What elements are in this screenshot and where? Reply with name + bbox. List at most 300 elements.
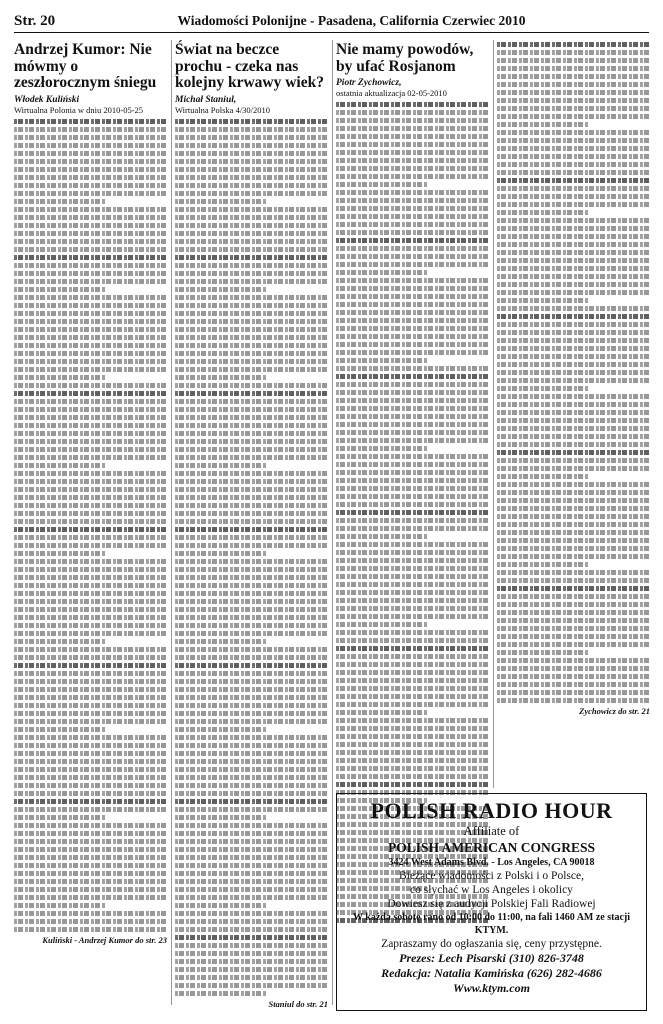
- text-line: [175, 119, 328, 124]
- text-line: [336, 350, 489, 355]
- text-line: [175, 495, 328, 500]
- text-line: [14, 375, 106, 380]
- text-line: [336, 574, 489, 579]
- text-line: [336, 422, 489, 427]
- text-line: [497, 578, 650, 583]
- radio-title: POLISH RADIO HOUR: [370, 798, 613, 823]
- text-line: [14, 383, 167, 388]
- text-line: [336, 206, 489, 211]
- article-byline: Włodek Kuliński: [14, 94, 80, 105]
- text-line: [175, 631, 328, 636]
- text-line: [336, 398, 489, 403]
- text-line: [14, 767, 167, 772]
- text-line: [175, 447, 328, 452]
- text-line: [336, 262, 489, 267]
- text-line: [497, 402, 650, 407]
- text-line: [175, 415, 328, 420]
- text-line: [175, 551, 267, 556]
- text-line: [336, 750, 489, 755]
- text-line: [336, 478, 489, 483]
- text-line: [497, 282, 650, 287]
- radio-affiliate: Affiliate of: [463, 824, 520, 838]
- text-line: [175, 183, 328, 188]
- text-line: [497, 266, 650, 271]
- text-line: [14, 191, 167, 196]
- text-line: [175, 767, 328, 772]
- text-line: [175, 759, 328, 764]
- text-line: [336, 726, 489, 731]
- text-line: [497, 466, 650, 471]
- text-line: [14, 775, 167, 780]
- text-line: [14, 695, 167, 700]
- text-line: [14, 487, 167, 492]
- text-line: [497, 50, 650, 55]
- text-line: [175, 567, 328, 572]
- text-line: [14, 143, 167, 148]
- text-line: [14, 831, 167, 836]
- text-line: [175, 239, 328, 244]
- article-byline: Michał Staniul,: [175, 94, 237, 105]
- text-line: [336, 302, 489, 307]
- text-line: [336, 510, 489, 515]
- text-line: [14, 551, 106, 556]
- article-continuation: Zychowicz do str. 21: [579, 706, 650, 716]
- text-line: [175, 367, 328, 372]
- text-line: [336, 286, 489, 291]
- text-line: [175, 431, 328, 436]
- text-line: [175, 687, 328, 692]
- text-line: [175, 655, 328, 660]
- text-line: [336, 702, 489, 707]
- text-line: [497, 698, 650, 703]
- text-line: [175, 775, 328, 780]
- text-line: [336, 462, 489, 467]
- text-line: [336, 270, 428, 275]
- text-line: [175, 159, 328, 164]
- text-line: [14, 119, 167, 124]
- text-line: [336, 678, 489, 683]
- text-line: [497, 394, 650, 399]
- text-line: [14, 359, 167, 364]
- text-line: [14, 279, 167, 284]
- text-line: [14, 751, 167, 756]
- text-line: [497, 290, 650, 295]
- text-line: [175, 319, 328, 324]
- text-line: [175, 959, 328, 964]
- text-line: [497, 586, 650, 591]
- text-line: [336, 222, 489, 227]
- text-line: [175, 247, 328, 252]
- text-line: [14, 895, 167, 900]
- text-line: [336, 542, 489, 547]
- text-line: [497, 234, 650, 239]
- text-line: [497, 330, 650, 335]
- text-line: [497, 482, 650, 487]
- text-line: [497, 90, 650, 95]
- radio-website: Www.ktym.com: [453, 981, 530, 995]
- text-line: [336, 110, 489, 115]
- text-line: [336, 470, 489, 475]
- text-line: [497, 186, 650, 191]
- text-line: [14, 303, 167, 308]
- text-line: [497, 306, 650, 311]
- text-line: [336, 534, 428, 539]
- text-line: [14, 239, 167, 244]
- text-line: [336, 198, 489, 203]
- text-line: [497, 498, 650, 503]
- text-line: [14, 399, 167, 404]
- text-line: [175, 887, 328, 892]
- article-source: Wirtualna Polska 4/30/2010: [175, 104, 271, 115]
- text-line: [336, 158, 489, 163]
- text-line: [497, 114, 650, 119]
- text-line: [336, 182, 428, 187]
- polish-radio-hour-ad: [336, 793, 647, 1011]
- text-line: [175, 167, 328, 172]
- text-line: [14, 127, 167, 132]
- text-line: [175, 287, 267, 292]
- text-line: [175, 615, 328, 620]
- text-line: [497, 538, 650, 543]
- column-divider: [332, 40, 333, 1005]
- text-line: [14, 855, 167, 860]
- text-line: [336, 102, 489, 107]
- text-line: [175, 919, 328, 924]
- text-line: [14, 223, 167, 228]
- text-line: [14, 167, 167, 172]
- text-line: [14, 631, 167, 636]
- text-line: [175, 327, 328, 332]
- article-staniul: [175, 42, 328, 1009]
- text-line: [175, 815, 267, 820]
- text-line: [497, 258, 650, 263]
- text-line: [336, 670, 489, 675]
- text-line: [14, 903, 106, 908]
- text-line: [175, 623, 328, 628]
- text-line: [336, 662, 489, 667]
- text-line: [14, 407, 167, 412]
- text-line: [336, 598, 489, 603]
- text-line: [14, 839, 167, 844]
- text-line: [497, 474, 589, 479]
- text-line: [175, 527, 328, 532]
- text-line: [175, 375, 267, 380]
- text-line: [14, 343, 167, 348]
- text-line: [336, 526, 489, 531]
- text-line: [14, 583, 167, 588]
- text-line: [336, 742, 489, 747]
- text-line: [175, 295, 328, 300]
- text-line: [14, 871, 167, 876]
- text-line: [175, 847, 328, 852]
- text-line: [175, 439, 328, 444]
- text-line: [336, 430, 489, 435]
- article-continuation: Kuliński - Andrzej Kumor do str. 23: [42, 934, 167, 945]
- text-line: [14, 247, 167, 252]
- text-line: [14, 215, 167, 220]
- text-line: [336, 342, 489, 347]
- text-line: [14, 199, 106, 204]
- text-line: [175, 983, 328, 988]
- text-line: [14, 591, 167, 596]
- text-line: [175, 783, 328, 788]
- text-line: [497, 58, 650, 63]
- text-line: [497, 178, 650, 183]
- text-line: [14, 503, 167, 508]
- text-line: [336, 310, 489, 315]
- text-line: [14, 527, 167, 532]
- text-line: [14, 679, 167, 684]
- text-line: [14, 615, 167, 620]
- page-header: [14, 10, 649, 33]
- text-line: [336, 214, 489, 219]
- text-line: [175, 503, 328, 508]
- text-line: [497, 530, 650, 535]
- text-line: [14, 543, 167, 548]
- text-line: [497, 386, 589, 391]
- text-line: [175, 855, 328, 860]
- text-line: [14, 519, 167, 524]
- text-line: [336, 190, 489, 195]
- text-line: [175, 967, 328, 972]
- text-line: [175, 975, 328, 980]
- text-line: [14, 183, 167, 188]
- text-line: [175, 751, 328, 756]
- text-line: [14, 415, 167, 420]
- text-line: [497, 562, 589, 567]
- text-line: [497, 442, 650, 447]
- text-line: [336, 694, 489, 699]
- text-line: [175, 199, 267, 204]
- radio-schedule: W każdą sobotę rano od 10:00 do 11:00, na fali 1460 AM ze stacji KTYM.: [352, 912, 631, 936]
- text-line: [14, 599, 167, 604]
- text-line: [497, 490, 650, 495]
- text-line: [175, 143, 328, 148]
- text-line: [497, 242, 650, 247]
- radio-president: Prezes: Lech Pisarski (310) 826-3748: [399, 951, 584, 965]
- text-line: [497, 410, 650, 415]
- text-line: [14, 919, 167, 924]
- text-line: [175, 839, 328, 844]
- column-divider: [171, 40, 172, 1005]
- text-line: [175, 903, 267, 908]
- text-line: [175, 271, 328, 276]
- text-line: [497, 522, 650, 527]
- article-headline: Nie mamy powodów, by ufać Rosjanom: [336, 41, 474, 75]
- text-line: [175, 863, 328, 868]
- text-line: [336, 686, 489, 691]
- text-line: [336, 622, 428, 627]
- text-line: [14, 687, 167, 692]
- text-line: [497, 314, 650, 319]
- text-line: [14, 511, 167, 516]
- text-line: [175, 735, 328, 740]
- text-line: [175, 991, 267, 996]
- article-source: ostatnia aktualizacja 02-05-2010: [336, 88, 447, 98]
- text-line: [336, 126, 489, 131]
- text-line: [175, 135, 328, 140]
- text-line: [14, 151, 167, 156]
- text-line: [497, 98, 650, 103]
- text-line: [497, 634, 650, 639]
- text-line: [14, 391, 167, 396]
- article-source: Wirtualna Polonia w dniu 2010-05-25: [14, 104, 144, 115]
- text-line: [175, 223, 328, 228]
- text-line: [497, 322, 650, 327]
- article-body: [497, 42, 650, 703]
- text-line: [175, 943, 328, 948]
- text-line: [14, 367, 167, 372]
- text-line: [497, 274, 650, 279]
- text-line: [497, 618, 650, 623]
- text-line: [175, 343, 328, 348]
- text-line: [14, 623, 167, 628]
- text-line: [497, 122, 589, 127]
- text-line: [175, 479, 328, 484]
- text-line: [336, 150, 489, 155]
- text-line: [175, 463, 267, 468]
- text-line: [497, 514, 650, 519]
- text-line: [497, 226, 650, 231]
- article-kumor: [14, 42, 167, 945]
- text-line: [175, 607, 328, 612]
- text-line: [497, 162, 650, 167]
- text-line: [175, 663, 328, 668]
- text-line: [14, 647, 167, 652]
- text-line: [497, 354, 650, 359]
- text-line: [336, 590, 489, 595]
- text-line: [175, 303, 328, 308]
- text-line: [14, 575, 167, 580]
- text-line: [175, 647, 328, 652]
- text-line: [175, 279, 328, 284]
- column-divider: [493, 40, 494, 788]
- text-line: [175, 895, 328, 900]
- text-line: [336, 118, 489, 123]
- text-line: [14, 319, 167, 324]
- text-line: [175, 911, 328, 916]
- text-line: [336, 782, 489, 787]
- text-line: [336, 710, 428, 715]
- text-line: [497, 146, 650, 151]
- text-line: [497, 346, 650, 351]
- text-line: [497, 450, 650, 455]
- radio-editors: Redakcja: Natalia Kamińska (626) 282-4686: [381, 966, 602, 980]
- text-line: [497, 610, 650, 615]
- text-line: [175, 823, 328, 828]
- text-line: [336, 646, 489, 651]
- text-line: [14, 335, 167, 340]
- text-line: [497, 690, 650, 695]
- text-line: [14, 719, 167, 724]
- text-line: [336, 518, 489, 523]
- text-line: [175, 191, 328, 196]
- text-line: [497, 66, 650, 71]
- text-line: [175, 727, 267, 732]
- article-byline: Piotr Zychowicz,: [336, 78, 402, 88]
- text-line: [497, 106, 650, 111]
- text-line: [336, 278, 489, 283]
- text-line: [14, 271, 167, 276]
- text-line: [14, 879, 167, 884]
- text-line: [336, 294, 489, 299]
- text-line: [336, 238, 489, 243]
- text-line: [497, 666, 650, 671]
- text-line: [14, 287, 106, 292]
- text-line: [497, 210, 589, 215]
- text-line: [497, 570, 650, 575]
- radio-line: co słychać w Los Angeles i okolicy: [410, 884, 573, 896]
- text-line: [175, 871, 328, 876]
- radio-organization: POLISH AMERICAN CONGRESS: [387, 840, 596, 855]
- text-line: [175, 207, 328, 212]
- text-line: [14, 463, 106, 468]
- article-body: [14, 119, 167, 932]
- text-line: [14, 535, 167, 540]
- text-line: [497, 378, 650, 383]
- text-line: [14, 263, 167, 268]
- text-line: [497, 546, 650, 551]
- text-line: [336, 438, 489, 443]
- text-line: [497, 74, 650, 79]
- text-line: [14, 743, 167, 748]
- text-line: [497, 594, 650, 599]
- text-line: [175, 591, 328, 596]
- text-line: [175, 351, 328, 356]
- text-line: [497, 554, 650, 559]
- text-line: [175, 535, 328, 540]
- text-line: [336, 358, 428, 363]
- text-line: [175, 695, 328, 700]
- text-line: [497, 642, 650, 647]
- article-body: [175, 119, 328, 996]
- text-line: [497, 338, 650, 343]
- text-line: [14, 671, 167, 676]
- text-line: [336, 630, 489, 635]
- text-line: [175, 719, 328, 724]
- text-line: [497, 194, 650, 199]
- text-line: [14, 799, 167, 804]
- text-line: [175, 543, 328, 548]
- text-line: [336, 566, 489, 571]
- text-line: [175, 383, 328, 388]
- text-line: [336, 454, 489, 459]
- text-line: [336, 446, 428, 451]
- publication-title: Wiadomości Polonijne - Pasadena, California Czerwiec 2010: [177, 13, 526, 28]
- text-line: [14, 711, 167, 716]
- text-line: [336, 326, 489, 331]
- text-line: [497, 674, 650, 679]
- text-line: [14, 807, 167, 812]
- text-line: [336, 718, 489, 723]
- text-line: [14, 567, 167, 572]
- text-line: [175, 879, 328, 884]
- text-line: [14, 175, 167, 180]
- text-line: [497, 138, 650, 143]
- text-line: [175, 935, 328, 940]
- text-line: [175, 791, 328, 796]
- text-line: [14, 663, 167, 668]
- text-line: [175, 127, 328, 132]
- text-line: [175, 255, 328, 260]
- text-line: [497, 602, 650, 607]
- text-line: [14, 351, 167, 356]
- text-line: [14, 863, 167, 868]
- text-line: [497, 458, 650, 463]
- text-line: [336, 230, 489, 235]
- text-line: [175, 679, 328, 684]
- text-line: [14, 791, 167, 796]
